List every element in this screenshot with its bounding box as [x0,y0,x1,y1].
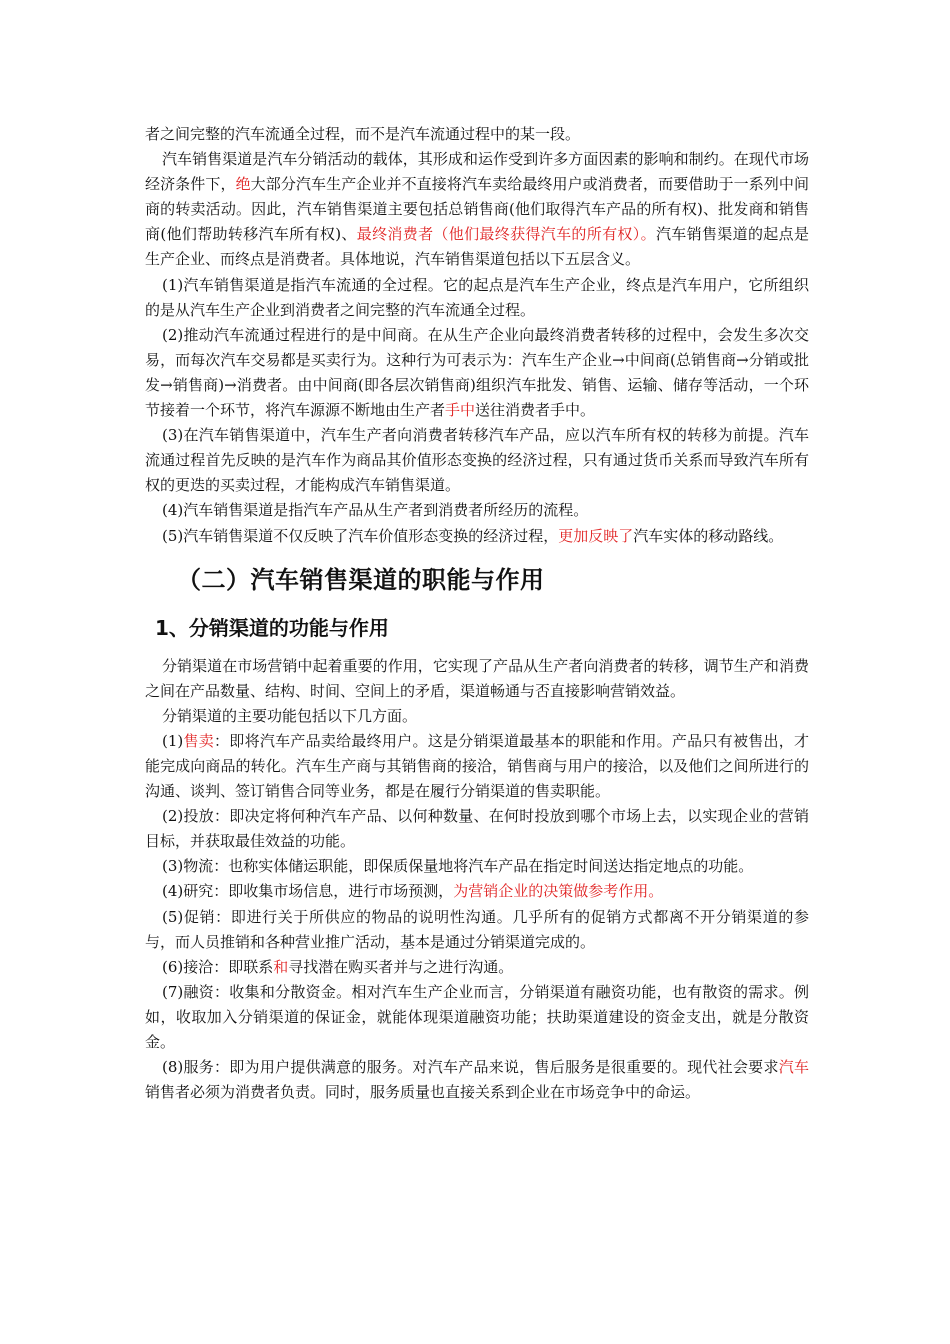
text-run: (2)推动汽车流通过程进行的是中间商。在从生产企业向最终消费者转移的过程中，会发生多次交易，而每次汽车交易都是买卖行为。这种行为可表示为：汽车生产企业→中间商(总销售商→分销或批发→销售商)→消费者。由中间商(即各层次销售商)组织汽车批发、销售、运输、储存等活动，一个环节接着一个环节，将汽车源源不断地由生产者 [145,325,809,420]
text-run: (6)接洽：即联系 [162,957,274,976]
paragraph-meaning-1: (1)汽车销售渠道是指汽车流通的全过程。它的起点是汽车生产企业，终点是汽车用户，它所组织的是从汽车生产企业到消费者之间完整的汽车流通全过程。 [145,275,809,319]
highlighted-text: 更加反映了 [558,526,634,545]
text-run: 销售者必须为消费者负责。同时，服务质量也直接关系到企业在市场竞争中的命运。 [145,1083,701,1102]
paragraph-meaning-2 [145,323,809,423]
text-run: 汽车实体的移动路线。 [633,526,784,545]
highlighted-text: 最终消费者（他们最终获得汽车的所有权）。 [356,225,656,244]
highlighted-text: 汽车 [778,1058,809,1077]
function-item-3: (3)物流：也称实体储运职能，即保质保量地将汽车产品在指定时间送达指定地点的功能。 [162,857,754,876]
paragraph-meaning-4: (4)汽车销售渠道是指汽车产品从生产者到消费者所经历的流程。 [162,501,589,520]
function-item-7: (7)融资：收集和分散资金。相对汽车生产企业而言，分销渠道有融资功能，也有散资的需求。例如，收取加入分销渠道的保证金，就能体现渠道融资功能；扶助渠道建设的资金支出，就是分散资金。 [145,982,809,1051]
text-run: (8)服务：即为用户提供满意的服务。对汽车产品来说，售后服务是很重要的。现代社会要求 [162,1058,779,1077]
function-item-2: (2)投放：即决定将何种汽车产品、以何种数量、在何时投放到哪个市场上去，以实现企业的营销目标，并获取最佳效益的功能。 [145,807,809,851]
text-run: 大部分汽车生产企业并不直接将汽车卖给最终用户或消费者，而要借助于一系列中间商的转卖活动。因此，汽车销售渠道主要包括总销售商(他们取得汽车产品的所有权)、批发商和销售商(他们帮助转移汽车所有权)、 [145,175,809,244]
section-heading: （二）汽车销售渠道的职能与作用 [177,565,545,594]
function-item-8 [145,1055,809,1105]
highlighted-text: 手中 [445,401,476,420]
text-run: (1) [162,731,184,750]
document-page [145,122,809,1105]
paragraph-channel-intro [145,147,809,272]
paragraph-distribution-intro: 分销渠道在市场营销中起着重要的作用，它实现了产品从生产者向消费者的转移，调节生产和消费之间在产品数量、结构、时间、空间上的矛盾，渠道畅通与否直接影响营销效益。 [145,656,809,700]
paragraph-continuation: 者之间完整的汽车流通全过程，而不是汽车流通过程中的某一段。 [145,125,581,143]
function-item-5: (5)促销：即进行关于所供应的物品的说明性沟通。几乎所有的促销方式都离不开分销渠道的参与，而人员推销和各种营业推广活动，基本是通过分销渠道完成的。 [145,907,809,951]
text-run: 寻找潜在购买者并与之进行沟通。 [288,957,514,976]
paragraph-functions-lead: 分销渠道的主要功能包括以下几方面。 [162,706,418,725]
function-item-6 [145,955,809,980]
highlighted-text: 售卖 [183,731,215,750]
highlighted-text: 绝 [235,175,251,194]
text-run: 汽车销售渠道是汽车分销活动的载体，其形成和运作受到许多方面因素的影响和制约。在现代市场经济条件下， [145,150,809,194]
highlighted-text: 和 [273,957,289,976]
text-run: (5)汽车销售渠道不仅反映了汽车价值形态变换的经济过程， [162,526,559,545]
function-item-4 [145,879,809,904]
text-run: ：即将汽车产品卖给最终用户。这是分销渠道最基本的职能和作用。产品只有被售出，才能完成向商品的转化。汽车生产商与其销售商的接洽，销售商与用户的接洽，以及他们之间所进行的沟通、谈判、签订销售合同等业务，都是在履行分销渠道的售卖职能。 [145,731,809,801]
text-run: (4)研究：即收集市场信息，进行市场预测， [162,882,454,901]
subsection-heading: 1、分销渠道的功能与作用 [155,615,389,640]
function-item-1 [145,729,809,804]
text-run: 汽车销售渠道的起点是生产企业、而终点是消费者。具体地说，汽车销售渠道包括以下五层含义。 [145,225,809,269]
paragraph-meaning-5 [145,524,809,549]
text-run: 送往消费者手中。 [475,401,596,420]
paragraph-meaning-3: (3)在汽车销售渠道中，汽车生产者向消费者转移汽车产品，应以汽车所有权的转移为前提。汽车流通过程首先反映的是汽车作为商品其价值形态变换的经济过程，只有通过货币关系而导致汽车所有权的更迭的买卖过程，才能构成汽车销售渠道。 [145,426,809,495]
highlighted-text: 为营销企业的决策做参考作用。 [453,882,664,901]
